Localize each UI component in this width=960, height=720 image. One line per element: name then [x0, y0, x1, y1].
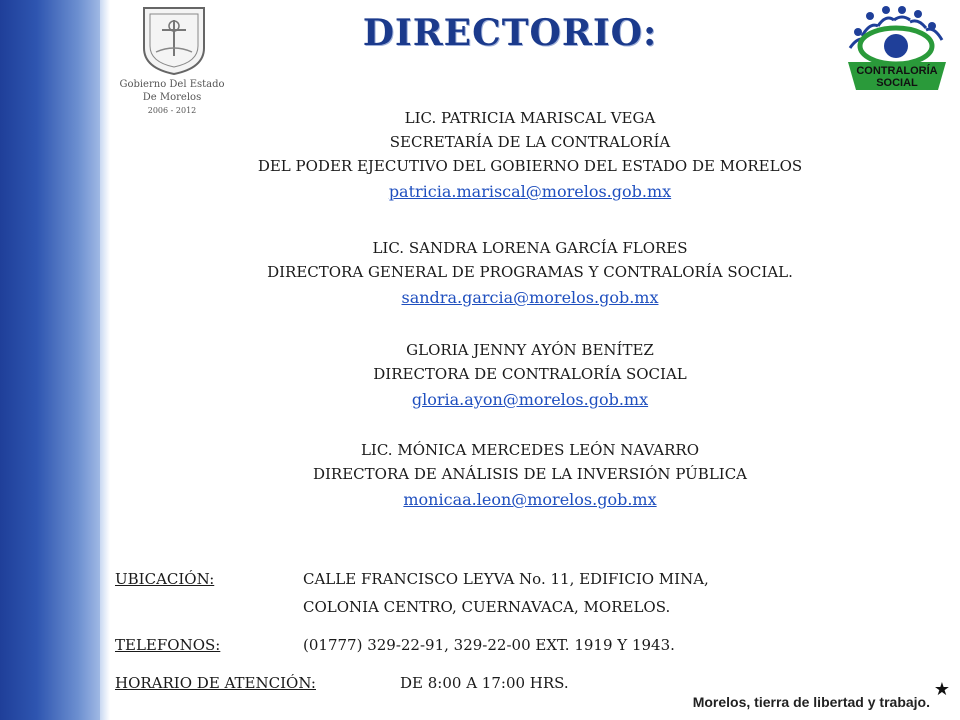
entry-position: DEL PODER EJECUTIVO DEL GOBIERNO DEL ESTADO DE MORELOS — [257, 157, 803, 175]
side-band — [0, 0, 104, 720]
state-logo-caption-line: 2006 - 2012 — [147, 106, 197, 115]
contraloria-logo-text: CONTRALORÍA — [856, 65, 938, 77]
footer-tagline: Morelos, tierra de libertad y trabajo. — [692, 694, 930, 710]
location-line-2: COLONIA CENTRO, CUERNAVACA, MORELOS. — [303, 598, 671, 616]
email-link[interactable]: monicaa.leon@morelos.gob.mx — [403, 490, 657, 509]
entry-position: SECRETARÍA DE LA CONTRALORÍA — [389, 133, 671, 151]
entry-position: DIRECTORA DE CONTRALORÍA SOCIAL — [373, 365, 687, 383]
contraloria-social-icon — [840, 2, 954, 98]
directory-entry — [110, 438, 950, 512]
email-link[interactable]: sandra.garcia@morelos.gob.mx — [401, 288, 659, 307]
state-logo-caption-line: De Morelos — [142, 92, 202, 103]
contraloria-social-logo — [840, 2, 954, 98]
directory-entry — [110, 106, 950, 204]
email-link[interactable]: gloria.ayon@morelos.gob.mx — [411, 390, 649, 409]
phone-label: TELEFONOS: — [115, 636, 221, 654]
state-logo-caption-line: Gobierno Del Estado — [119, 79, 225, 90]
location-label: UBICACIÓN: — [115, 570, 215, 588]
entry-position: DIRECTORA GENERAL DE PROGRAMAS Y CONTRALORÍA SOCIAL. — [267, 263, 793, 281]
directory-entry — [110, 236, 950, 310]
star-icon: ★ — [933, 679, 950, 700]
social-logo-text: SOCIAL — [876, 77, 918, 89]
entry-position: DIRECTORA DE ANÁLISIS DE LA INVERSIÓN PÚBLICA — [312, 465, 748, 483]
page-title: DIRECTORIO: — [362, 12, 658, 54]
phone-value: (01777) 329-22-91, 329-22-00 EXT. 1919 Y 1943. — [303, 636, 675, 654]
side-band-edge — [100, 0, 110, 720]
email-link[interactable]: patricia.mariscal@morelos.gob.mx — [388, 182, 672, 201]
entry-name: LIC. SANDRA LORENA GARCÍA FLORES — [372, 239, 688, 257]
directory-entry — [110, 338, 950, 412]
entry-name: GLORIA JENNY AYÓN BENÍTEZ — [406, 341, 654, 359]
entry-name: LIC. PATRICIA MARISCAL VEGA — [404, 109, 656, 127]
hours-value: DE 8:00 A 17:00 HRS. — [400, 674, 569, 692]
entry-name: LIC. MÓNICA MERCEDES LEÓN NAVARRO — [360, 441, 700, 459]
hours-label: HORARIO DE ATENCIÓN: — [115, 674, 316, 692]
location-line-1: CALLE FRANCISCO LEYVA No. 11, EDIFICIO MINA, — [303, 570, 709, 588]
